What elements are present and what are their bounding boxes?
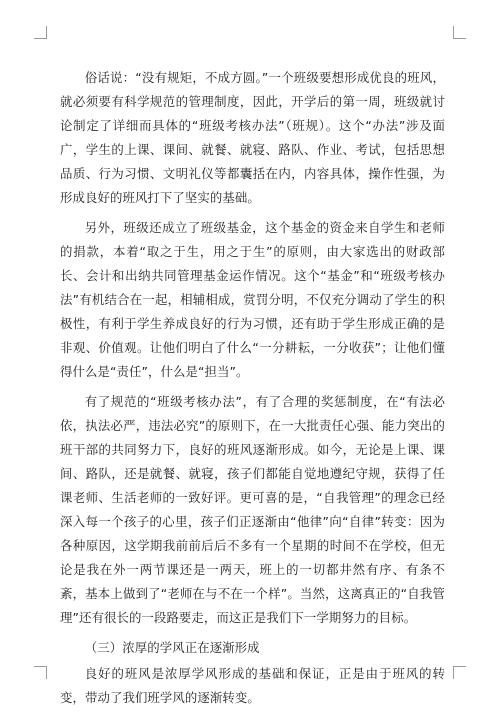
- paragraph-study-style: 良好的班风是浓厚学风形成的基础和保证，正是由于班风的转变，带动了我们班学风的逐渐转变。: [60, 666, 445, 705]
- crop-mark-bottom-right: [453, 666, 466, 679]
- crop-mark-bottom-left: [34, 666, 47, 679]
- document-body: [60, 66, 445, 716]
- crop-mark-top-left: [34, 26, 47, 39]
- section-heading: （三）浓厚的学风正在逐渐形成: [84, 640, 260, 655]
- paragraph-class-spirit: 有了规范的“班级考核办法”，有了合理的奖惩制度，在“有法必依，执法必严，违法必究”的原则下，在一大批责任心强、能力突出的班干部的共同努力下，良好的班风逐渐形成。如今，无论是上课、课间、路队，还是就餐、就寝，孩子们都能自觉地遵纪守规，获得了任课老师、生活老师的一致好评。更可喜的是，“自我管理”的理念已经深入每一个孩子的心里，孩子们正逐渐由“他律”向“自律”转变：因为各种原因，这学期我前前后后不多有一个星期的时间不在学校，但无论是我在外一两节课还是一两天，班上的一切都井然有序、有条不紊，基本上做到了“老师在与不在一个样”。当然，这离真正的“自我管理”还有很长的一段路要走，而这正是我们下一学期努力的目标。: [60, 394, 445, 625]
- paragraph-class-fund: 另外，班级还成立了班级基金，这个基金的资金来自学生和老师的捐款，本着“取之于生，用之于生”的原则，由大家选出的财政部长、会计和出纳共同管理基金运作情况。这个“基金”和“班级考核办法”有机结合在一起，相辅相成，赏罚分明，不仅充分调动了学生的积极性，有利于学生养成良好的行为习惯，还有助于学生形成正确的是非观、价值观。让他们明白了什么“一分耕耘，一分收获”；让他们懂得什么是“责任”，什么是“担当”。: [60, 220, 445, 379]
- paragraph-rules: 俗话说：“没有规矩，不成方圆。”一个班级要想形成优良的班风，就必须要有科学规范的管理制度，因此，开学后的第一周，班级就讨论制定了详细而具体的“班级考核办法”（班规）。这个“办法”涉及面广，学生的上课、课间、就餐、就寝、路队、作业、考试，包括思想品质、行为习惯、文明礼仪等都囊括在内，内容具体，操作性强，为形成良好的班风打下了坚实的基础。: [60, 70, 445, 205]
- crop-mark-top-right: [453, 26, 466, 39]
